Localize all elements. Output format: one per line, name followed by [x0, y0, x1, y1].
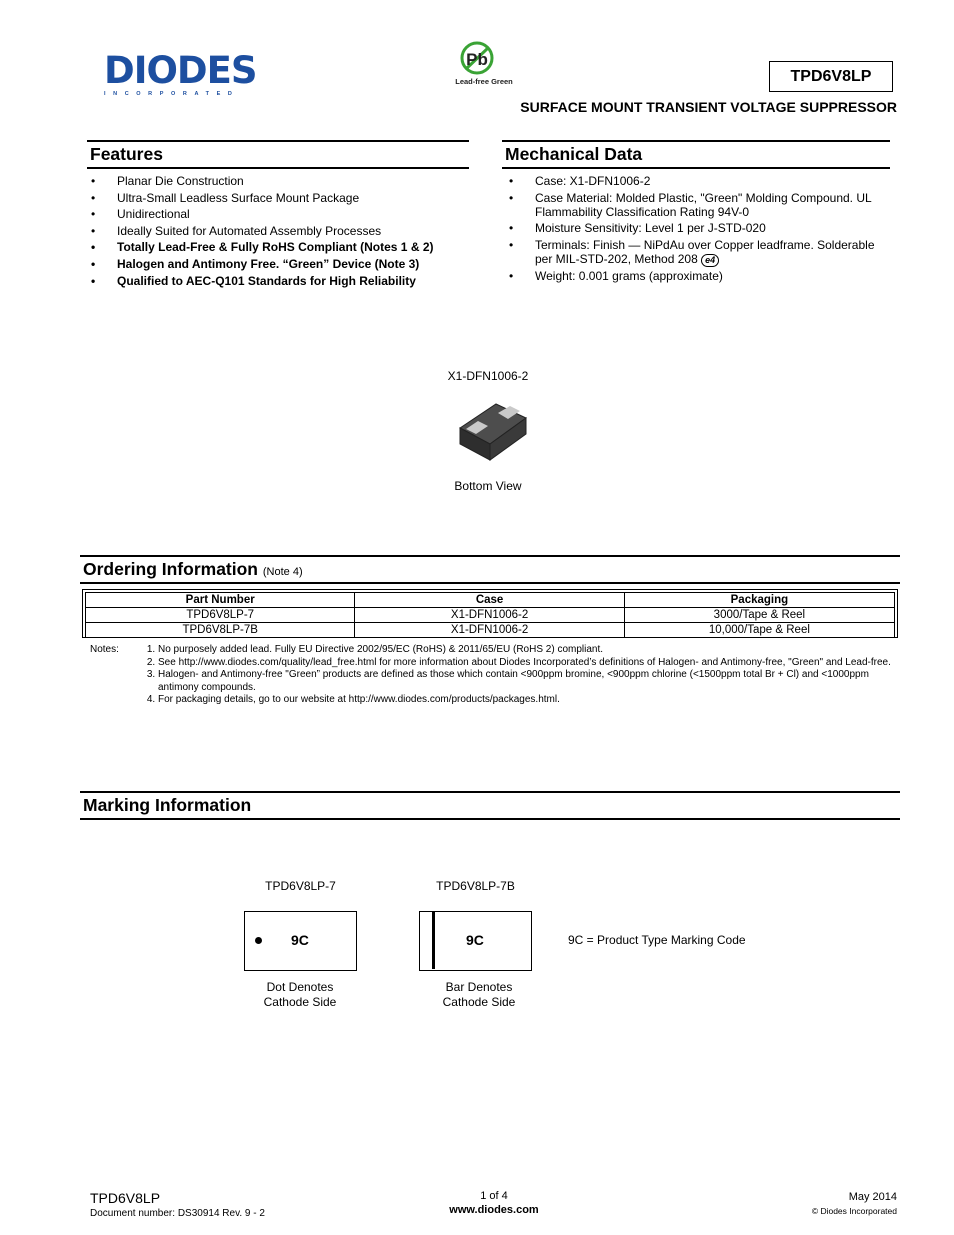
package-view-label: Bottom View [454, 479, 522, 493]
table-header-row [86, 593, 895, 608]
notes-list [90, 644, 900, 707]
marking-heading [80, 791, 900, 820]
table-cell: X1-DFN1006-2 [355, 608, 624, 623]
list-item [505, 238, 890, 267]
notes-block [90, 644, 900, 707]
pb-label: Lead-free Green [455, 77, 513, 86]
marking-right-part: TPD6V8LP-7B [436, 879, 515, 893]
cathode-dot-icon [255, 937, 262, 944]
ordering-heading [80, 555, 900, 584]
marking-title: Marking Information [83, 795, 252, 815]
ordering-note: (Note 4) [262, 566, 303, 578]
footer-date: May 2014 [848, 1191, 897, 1203]
list-item: • Totally Lead-Free & Fully RoHS Compliant (Notes 1 & 2) [87, 240, 477, 254]
package-name: X1-DFN1006-2 [447, 369, 529, 383]
marking-code: 9C [291, 932, 309, 948]
marking-box-bar [419, 911, 532, 971]
note-item: 3. Halogen- and Antimony-free "Green” products are defined as those which contain <900ppm bromine, <900ppm chlorine (<1500ppm total Br + Cl) and <1000ppm antimony compounds. [158, 669, 900, 694]
table-row [86, 623, 895, 638]
diodes-logo [104, 49, 270, 98]
mechanical-list [505, 174, 890, 286]
note-item: 2. See http://www.diodes.com/quality/lead_free.html for more information about Diodes Incorporated’s definitions of Halogen- and Antimony-free, "Green" and Lead-free. [158, 657, 900, 670]
footer-copyright: © Diodes Incorporated [811, 1206, 897, 1216]
mechanical-heading [502, 140, 890, 169]
e4-mark: e4 [701, 254, 719, 267]
marking-code: 9C [466, 932, 484, 948]
caption-line: Bar Denotes [445, 980, 513, 994]
note-item: 1. No purposely added lead. Fully EU Directive 2002/95/EC (RoHS) & 2011/65/EU (RoHS 2) compliant. [158, 644, 900, 657]
notes-label: Notes: [90, 644, 119, 655]
marking-legend: 9C = Product Type Marking Code [568, 933, 746, 947]
package-chip-icon [456, 398, 528, 464]
marking-left-part: TPD6V8LP-7 [265, 879, 336, 893]
footer-url[interactable]: www.diodes.com [449, 1204, 539, 1216]
ordering-table-frame [82, 589, 898, 638]
ordering-table [85, 592, 895, 638]
marking-box-dot [244, 911, 357, 971]
features-title: Features [90, 144, 163, 164]
table-cell: 10,000/Tape & Reel [624, 623, 894, 638]
logo-wordmark: DIODES [104, 49, 257, 92]
list-item: • Weight: 0.001 grams (approximate) [505, 269, 890, 283]
ordering-title: Ordering Information [83, 559, 258, 579]
features-list [87, 174, 477, 290]
part-number-box: TPD6V8LP [769, 61, 893, 92]
list-item: • Unidirectional [87, 207, 477, 221]
marking-right-caption [409, 980, 549, 1010]
table-cell: TPD6V8LP-7 [86, 608, 355, 623]
column-header: Case [355, 593, 624, 608]
footer-part: TPD6V8LP [90, 1190, 161, 1206]
footer-doc-number: Document number: DS30914 Rev. 9 - 2 [90, 1208, 265, 1219]
features-heading [87, 140, 469, 169]
caption-line: Cathode Side [263, 995, 337, 1009]
column-header: Part Number [86, 593, 355, 608]
marking-left-caption [230, 980, 370, 1010]
terminals-text: Terminals: Finish — NiPdAu over Copper leadframe. Solderable per MIL-STD-202, Method 208 [535, 237, 875, 266]
table-row [86, 608, 895, 623]
lead-free-green-badge [449, 40, 519, 88]
pb-free-icon [449, 40, 519, 78]
cathode-bar-icon [432, 912, 435, 969]
footer-page: 1 of 4 [480, 1190, 508, 1202]
table-cell: 3000/Tape & Reel [624, 608, 894, 623]
list-item: • Ideally Suited for Automated Assembly Processes [87, 224, 477, 238]
page-subtitle: SURFACE MOUNT TRANSIENT VOLTAGE SUPPRESSOR [520, 99, 897, 115]
list-item: • Planar Die Construction [87, 174, 477, 188]
list-item: • Moisture Sensitivity: Level 1 per J-STD-020 [505, 221, 890, 235]
caption-line: Dot Denotes [266, 980, 334, 994]
list-item: • Case: X1-DFN1006-2 [505, 174, 890, 188]
table-cell: X1-DFN1006-2 [355, 623, 624, 638]
list-item: • Case Material: Molded Plastic, "Green" Molding Compound. UL Flammability Classification Rating 94V-0 [505, 191, 890, 219]
note-item: 4. For packaging details, go to our website at http://www.diodes.com/products/packages.html. [158, 694, 900, 707]
table-cell: TPD6V8LP-7B [86, 623, 355, 638]
list-item: • Ultra-Small Leadless Surface Mount Package [87, 191, 477, 205]
column-header: Packaging [624, 593, 894, 608]
caption-line: Cathode Side [442, 995, 516, 1009]
list-item: • Qualified to AEC-Q101 Standards for High Reliability [87, 274, 477, 288]
logo-subtitle: INCORPORATED [104, 91, 240, 97]
pb-text: Pb [466, 50, 488, 69]
list-item: • Halogen and Antimony Free. “Green” Device (Note 3) [87, 257, 477, 271]
mechanical-title: Mechanical Data [505, 144, 643, 164]
